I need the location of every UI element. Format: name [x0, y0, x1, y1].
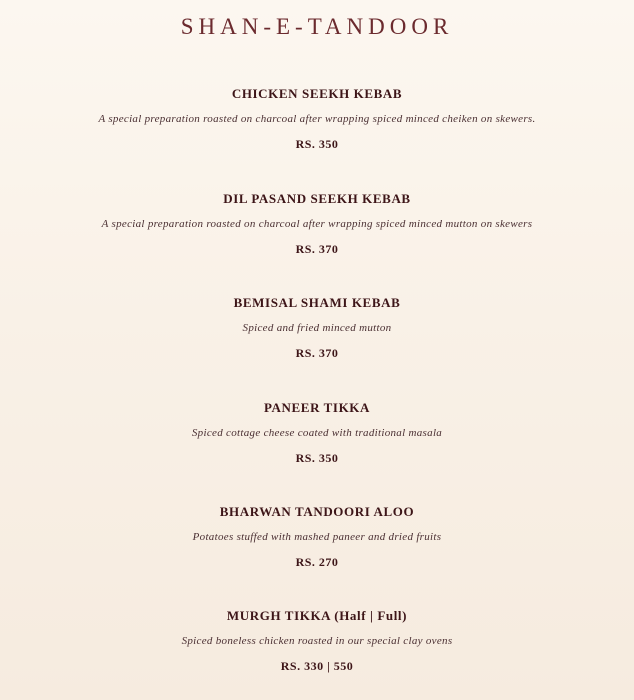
item-description: Spiced and fried minced mutton	[242, 322, 392, 334]
item-description: Spiced boneless chicken roasted in our special clay ovens	[181, 635, 453, 647]
menu-item	[0, 608, 634, 673]
item-name: DIL PASAND SEEKH KEBAB	[223, 191, 411, 206]
item-price: RS. 330 | 550	[280, 659, 354, 673]
item-price: RS. 350	[295, 451, 339, 465]
item-name: CHICKEN SEEKH KEBAB	[231, 86, 403, 101]
item-name: MURGH TIKKA (Half | Full)	[226, 608, 408, 623]
item-price: RS. 370	[295, 346, 339, 360]
item-description: Spiced cottage cheese coated with traditional masala	[191, 427, 443, 439]
item-description: A special preparation roasted on charcoal after wrapping spiced minced cheiken on skewers.	[98, 113, 536, 125]
menu-item	[0, 400, 634, 465]
menu-item	[0, 295, 634, 360]
item-description: Potatoes stuffed with mashed paneer and dried fruits	[192, 531, 442, 543]
menu-item	[0, 504, 634, 569]
menu-item	[0, 86, 634, 151]
menu-title: SHAN-E-TANDOOR	[180, 14, 454, 39]
item-name: BHARWAN TANDOORI ALOO	[219, 504, 415, 519]
item-price: RS. 370	[295, 242, 339, 256]
item-price: RS. 270	[295, 555, 339, 569]
item-description: A special preparation roasted on charcoal after wrapping spiced minced mutton on skewers	[101, 218, 533, 230]
menu-item	[0, 191, 634, 256]
item-name: PANEER TIKKA	[263, 400, 371, 415]
item-name: BEMISAL SHAMI KEBAB	[233, 295, 401, 310]
item-price: RS. 350	[295, 137, 339, 151]
